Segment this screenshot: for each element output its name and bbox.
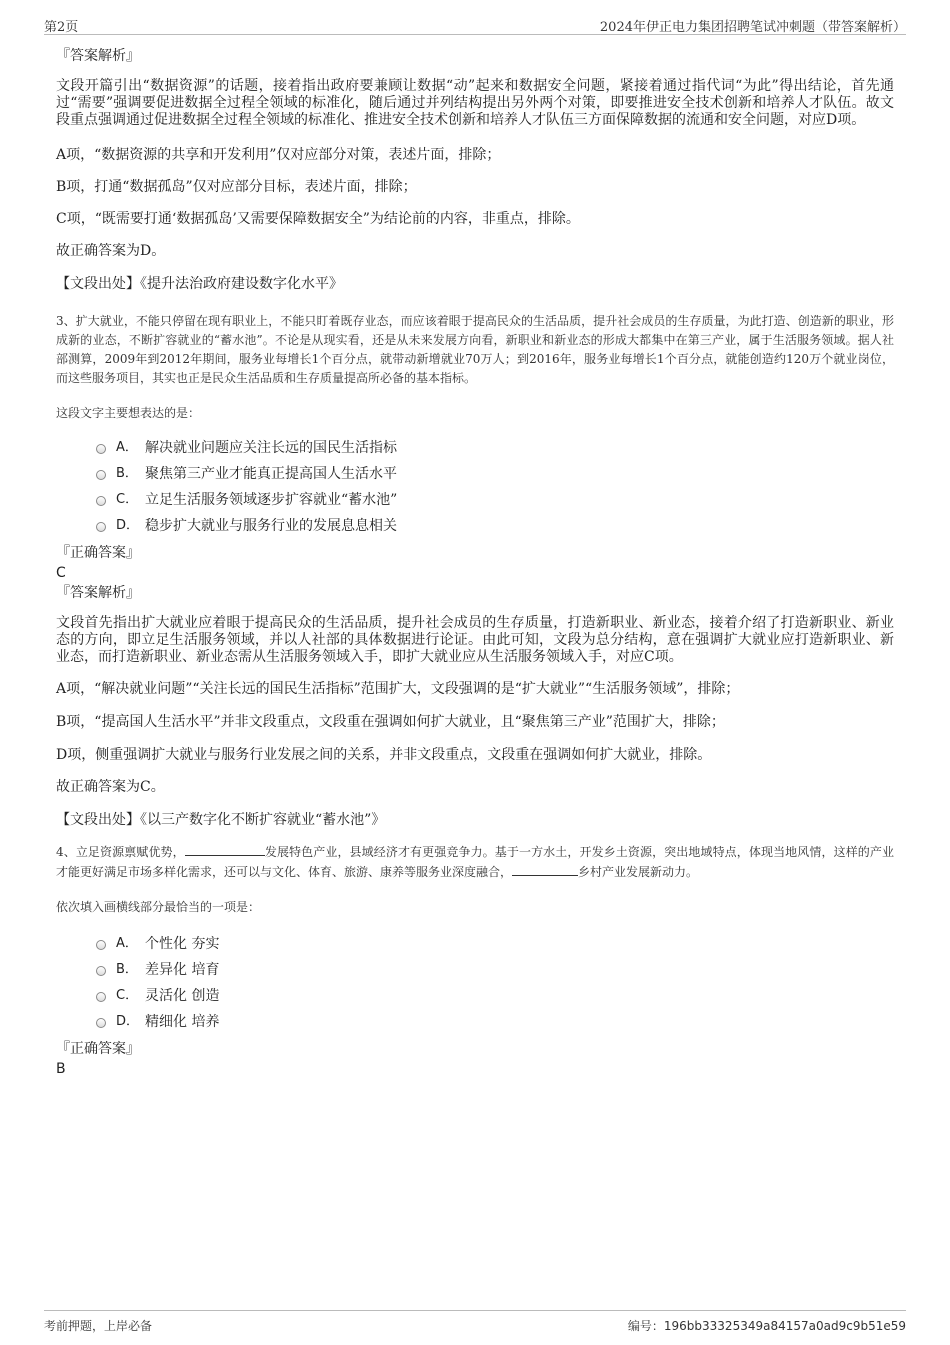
radio-icon[interactable] bbox=[96, 496, 106, 506]
q3-source-label: 【文段出处】 bbox=[56, 812, 140, 828]
q4-question: 依次填入画横线部分最恰当的一项是： bbox=[56, 900, 261, 914]
q3-conclusion: 故正确答案为C。 bbox=[56, 779, 165, 795]
radio-icon[interactable] bbox=[96, 470, 106, 480]
q4-stem: 4、立足资源禀赋优势， 发展特色产业，县域经济才有更强竞争力。基于一方水土，开发乡土资源，突出地域特点，体现当地风情，这样的产业才能更好满足市场多样化需求，还可以与文化、体育、旅游、康养等服务业深度融合， 乡村产业发展新动力。 bbox=[56, 842, 894, 882]
q2-analysis-b: B项，打通“数据孤岛”仅对应部分目标，表述片面，排除； bbox=[56, 179, 417, 195]
q3-option-c[interactable]: C． 立足生活服务领域逐步扩容就业“蓄水池” bbox=[56, 487, 894, 513]
q4-option-b[interactable]: B． 差异化 培育 bbox=[56, 957, 894, 983]
radio-icon[interactable] bbox=[96, 444, 106, 454]
q2-conclusion: 故正确答案为D。 bbox=[56, 243, 166, 259]
q3-option-d[interactable]: D． 稳步扩大就业与服务行业的发展息息相关 bbox=[56, 513, 894, 539]
q3-source-title: 《以三产数字化不断扩容就业“蓄水池”》 bbox=[140, 812, 386, 828]
q3-option-b[interactable]: B． 聚焦第三产业才能真正提高国人生活水平 bbox=[56, 461, 894, 487]
q3-analysis-b: B项，“提高国人生活水平”并非文段重点，文段重在强调如何扩大就业，且“聚焦第三产业”范围扩大，排除； bbox=[56, 714, 725, 730]
q3-options bbox=[56, 435, 894, 539]
q3-option-a[interactable]: A． 解决就业问题应关注长远的国民生活指标 bbox=[56, 435, 894, 461]
q4-option-c[interactable]: C． 灵活化 创造 bbox=[56, 983, 894, 1009]
q4-correct-title: 『正确答案』 bbox=[56, 1041, 140, 1057]
q2-analysis-c: C项，“既需要打通‘数据孤岛’又需要保障数据安全”为结论前的内容，非重点，排除。 bbox=[56, 211, 580, 227]
q3-analysis-a: A项，“解决就业问题”“关注长远的国民生活指标”范围扩大，文段强调的是“扩大就业”“生活服务领域”，排除； bbox=[56, 681, 740, 697]
q4-correct-answer: B bbox=[56, 1061, 66, 1077]
q4-option-d[interactable]: D． 精细化 培养 bbox=[56, 1009, 894, 1035]
q3-source bbox=[56, 810, 894, 830]
radio-icon[interactable] bbox=[96, 966, 106, 976]
q3-analysis-d: D项，侧重强调扩大就业与服务行业发展之间的关系，并非文段重点，文段重在强调如何扩大就业，排除。 bbox=[56, 747, 712, 763]
page-content bbox=[56, 44, 894, 1079]
page-number: 第2页 bbox=[44, 20, 79, 35]
radio-icon[interactable] bbox=[96, 992, 106, 1002]
q3-stem: 3、扩大就业，不能只停留在现有职业上，不能只盯着既存业态，而应该着眼于提高民众的生活品质，提升社会成员的生存质量，为此打造、创造新的职业，形成新的业态，不断扩容就业的“蓄水池”。不论是从现实看，还是从未来发展方向看，新职业和新业态的形成大都集中在第三产业，属于生活服务领域。据人社部测算，2009年到2012年期间，服务业每增长1个百分点，就带动新增就业70万人；到2016年，服务业每增长1个百分点，就能创造约120万个就业岗位，而这些服务项目，其实也正是民众生活品质和生存质量提高所必备的基本指标。 bbox=[56, 314, 894, 385]
fill-blank-1[interactable] bbox=[185, 842, 265, 856]
q2-analysis-a: A项，“数据资源的共享和开发利用”仅对应部分对策，表述片面，排除； bbox=[56, 147, 501, 163]
q2-source-title: 《提升法治政府建设数字化水平》 bbox=[140, 276, 343, 292]
fill-blank-2[interactable] bbox=[512, 862, 578, 876]
q2-analysis-title: 『答案解析』 bbox=[56, 48, 140, 64]
q3-analysis-title: 『答案解析』 bbox=[56, 585, 140, 601]
radio-icon[interactable] bbox=[96, 522, 106, 532]
q2-source bbox=[56, 274, 894, 294]
document-title: 2024年伊正电力集团招聘笔试冲刺题（带答案解析） bbox=[599, 20, 906, 35]
page-header bbox=[44, 12, 906, 35]
q4-option-a[interactable]: A． 个性化 夯实 bbox=[56, 931, 894, 957]
q3-question: 这段文字主要想表达的是： bbox=[56, 406, 201, 420]
q2-analysis-main: 文段开篇引出“数据资源”的话题，接着指出政府要兼顾让数据“动”起来和数据安全问题，紧接着通过指代词“为此”得出结论，首先通过“需要”强调要促进数据全过程全领域的标准化，随后通过并列结构提出另外两个对策，即要推进安全技术创新和培养人才队伍。故文段重点强调通过促进数据全过程全领域的标准化、推进安全技术创新和培养人才队伍三方面保障数据的流通和安全问题，对应D项。 bbox=[56, 78, 894, 128]
q3-correct-answer: C bbox=[56, 565, 66, 581]
q2-source-label: 【文段出处】 bbox=[56, 276, 140, 292]
q4-options bbox=[56, 931, 894, 1035]
radio-icon[interactable] bbox=[96, 940, 106, 950]
radio-icon[interactable] bbox=[96, 1018, 106, 1028]
page-footer bbox=[44, 1310, 906, 1335]
footer-slogan: 考前押题，上岸必备 bbox=[44, 1319, 153, 1333]
q3-analysis-main: 文段首先指出扩大就业应着眼于提高民众的生活品质，提升社会成员的生存质量，打造新职业、新业态，接着介绍了打造新职业、新业态的方向，即立足生活服务领域，并以人社部的具体数据进行论证。由此可知，文段为总分结构，意在强调扩大就业应打造新职业、新业态，而打造新职业、新业态需从生活服务领域入手，即扩大就业应从生活服务领域入手，对应C项。 bbox=[56, 615, 894, 665]
q3-correct-title: 『正确答案』 bbox=[56, 545, 140, 561]
document-code: 编号：196bb33325349a84157a0ad9c9b51e59 bbox=[627, 1319, 906, 1333]
